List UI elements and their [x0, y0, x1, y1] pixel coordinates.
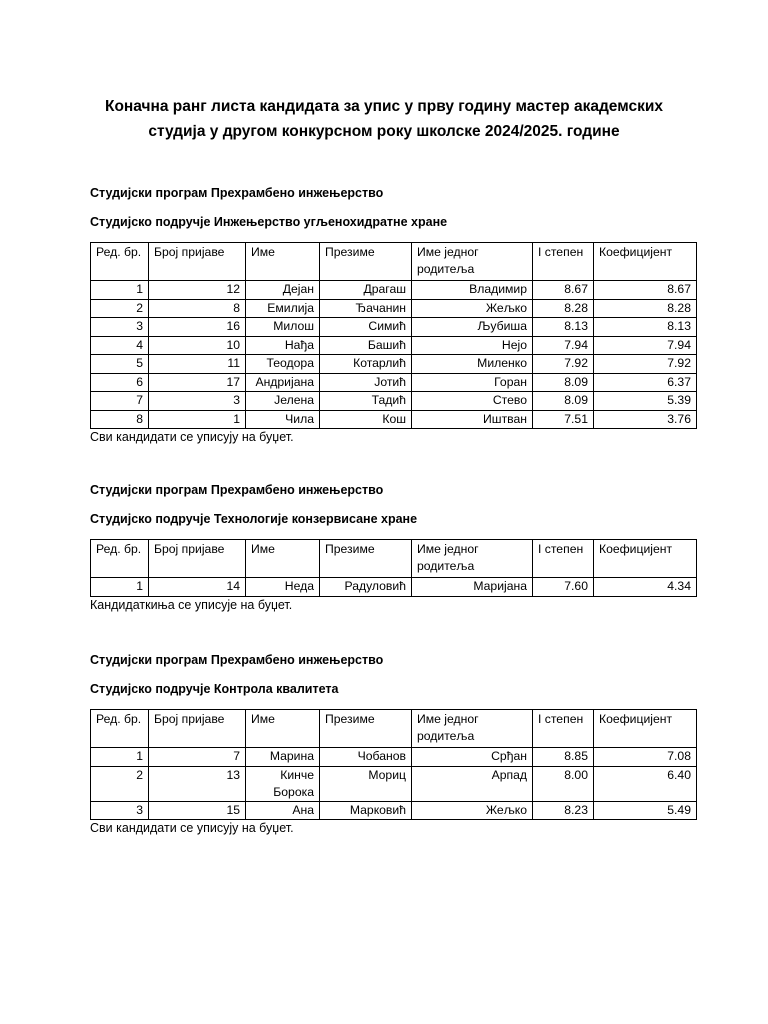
table-cell: 16 [149, 318, 246, 337]
table-cell: 7.60 [533, 578, 594, 597]
table-cell: 7.94 [594, 336, 697, 355]
table-cell: 7.92 [533, 355, 594, 374]
table-cell: 8.67 [594, 281, 697, 300]
table-cell: Горан [412, 373, 533, 392]
table-row [91, 410, 697, 429]
table-row [91, 299, 697, 318]
table-cell: Драгаш [320, 281, 412, 300]
table-cell: Јотић [320, 373, 412, 392]
table-row [91, 578, 697, 597]
ranking-table [90, 709, 697, 820]
area-heading: Студијско подручје Инжењерство угљенохидратне хране [90, 215, 448, 229]
budget-note: Кандидаткиња се уписује на буџет. [90, 597, 293, 612]
table-cell: 8.00 [533, 766, 594, 801]
table-cell: 5 [91, 355, 149, 374]
ranking-section [90, 185, 696, 445]
column-header: I степен [533, 710, 594, 748]
table-cell: Чила [246, 410, 320, 429]
column-header: Ред. бр. [91, 243, 149, 281]
table-cell: 5.49 [594, 801, 697, 820]
table-cell: 1 [91, 578, 149, 597]
table-cell: 7 [149, 748, 246, 767]
column-header: Ред. бр. [91, 710, 149, 748]
table-row [91, 355, 697, 374]
column-header: Број пријаве [149, 243, 246, 281]
table-cell: 6 [91, 373, 149, 392]
table-cell: 3 [149, 392, 246, 411]
table-cell: Милош [246, 318, 320, 337]
table-row [91, 748, 697, 767]
column-header: Презиме [320, 540, 412, 578]
table-cell: 5.39 [594, 392, 697, 411]
column-header: I степен [533, 540, 594, 578]
column-header: Број пријаве [149, 710, 246, 748]
table-cell: Љубиша [412, 318, 533, 337]
table-cell: Радуловић [320, 578, 412, 597]
table-cell: 17 [149, 373, 246, 392]
column-header: I степен [533, 243, 594, 281]
column-header: Коефицијент [594, 540, 697, 578]
table-cell: Марина [246, 748, 320, 767]
table-cell: 8.67 [533, 281, 594, 300]
table-cell: Емилија [246, 299, 320, 318]
table-cell: Теодора [246, 355, 320, 374]
table-cell: 14 [149, 578, 246, 597]
table-cell: Чобанов [320, 748, 412, 767]
table-cell: Иштван [412, 410, 533, 429]
column-header: Презиме [320, 243, 412, 281]
table-cell: 1 [149, 410, 246, 429]
table-cell: 7 [91, 392, 149, 411]
program-heading: Студијски програм Прехрамбено инжењерство [90, 483, 384, 497]
column-header: Име једног родитеља [412, 540, 533, 578]
ranking-section [90, 482, 696, 613]
table-cell: Неда [246, 578, 320, 597]
column-header: Коефицијент [594, 243, 697, 281]
table-cell: 8.09 [533, 392, 594, 411]
table-cell: Владимир [412, 281, 533, 300]
table-cell: 2 [91, 299, 149, 318]
table-cell: 4.34 [594, 578, 697, 597]
table-cell: Симић [320, 318, 412, 337]
table-cell: Башић [320, 336, 412, 355]
table-header-row [91, 710, 697, 748]
table-cell: 3 [91, 318, 149, 337]
table-cell: 11 [149, 355, 246, 374]
column-header: Име [246, 243, 320, 281]
program-heading: Студијски програм Прехрамбено инжењерство [90, 186, 384, 200]
column-header: Име [246, 540, 320, 578]
table-cell: Нађа [246, 336, 320, 355]
area-heading: Студијско подручје Технологије конзервисане хране [90, 512, 418, 526]
column-header: Име једног родитеља [412, 710, 533, 748]
table-cell: 3 [91, 801, 149, 820]
table-row [91, 801, 697, 820]
table-cell: 8.13 [594, 318, 697, 337]
table-cell: Тадић [320, 392, 412, 411]
title-line-2: студија у другом конкурсном року школске 2024/2025. године [148, 123, 620, 140]
table-cell: Кош [320, 410, 412, 429]
table-cell: Кинче Борока [246, 766, 320, 801]
column-header: Презиме [320, 710, 412, 748]
column-header: Ред. бр. [91, 540, 149, 578]
budget-note: Сви кандидати се уписују на буџет. [90, 430, 294, 444]
table-cell: 8 [149, 299, 246, 318]
table-cell: 6.40 [594, 766, 697, 801]
program-heading: Студијски програм Прехрамбено инжењерство [90, 653, 384, 667]
table-header-row [91, 540, 697, 578]
table-cell: 15 [149, 801, 246, 820]
table-row [91, 336, 697, 355]
table-cell: 1 [91, 281, 149, 300]
table-cell: 7.51 [533, 410, 594, 429]
table-cell: 8.28 [594, 299, 697, 318]
table-header-row [91, 243, 697, 281]
table-cell: 3.76 [594, 410, 697, 429]
title-line-1: Коначна ранг листа кандидата за упис у прву годину мастер академских [104, 98, 663, 115]
table-row [91, 766, 697, 801]
table-cell: 1 [91, 748, 149, 767]
table-cell: 12 [149, 281, 246, 300]
table-cell: 7.08 [594, 748, 697, 767]
table-cell: 8.13 [533, 318, 594, 337]
ranking-table [90, 539, 697, 597]
table-row [91, 373, 697, 392]
table-cell: Ђачанин [320, 299, 412, 318]
table-row [91, 318, 697, 337]
ranking-table [90, 242, 697, 429]
document-title [80, 94, 688, 144]
area-heading: Студијско подручје Контрола квалитета [90, 682, 339, 696]
table-cell: 8.28 [533, 299, 594, 318]
column-header: Име [246, 710, 320, 748]
column-header: Број пријаве [149, 540, 246, 578]
table-cell: Котарлић [320, 355, 412, 374]
table-cell: 8.85 [533, 748, 594, 767]
table-cell: 8.23 [533, 801, 594, 820]
table-cell: Марковић [320, 801, 412, 820]
table-cell: Жељко [412, 299, 533, 318]
table-cell: 8 [91, 410, 149, 429]
table-cell: 4 [91, 336, 149, 355]
table-cell: 7.94 [533, 336, 594, 355]
table-row [91, 392, 697, 411]
table-cell: Ана [246, 801, 320, 820]
table-cell: Нејо [412, 336, 533, 355]
column-header: Коефицијент [594, 710, 697, 748]
ranking-section [90, 652, 696, 836]
table-cell: Срђан [412, 748, 533, 767]
table-row [91, 281, 697, 300]
table-cell: Арпад [412, 766, 533, 801]
table-cell: Мориц [320, 766, 412, 801]
table-cell: Маријана [412, 578, 533, 597]
table-cell: Жељко [412, 801, 533, 820]
table-cell: 13 [149, 766, 246, 801]
table-cell: 8.09 [533, 373, 594, 392]
table-cell: Стево [412, 392, 533, 411]
table-cell: 6.37 [594, 373, 697, 392]
table-cell: 7.92 [594, 355, 697, 374]
table-cell: Миленко [412, 355, 533, 374]
table-cell: Јелена [246, 392, 320, 411]
table-cell: 10 [149, 336, 246, 355]
table-cell: Дејан [246, 281, 320, 300]
budget-note: Сви кандидати се уписују на буџет. [90, 821, 294, 835]
column-header: Име једног родитеља [412, 243, 533, 281]
table-cell: 2 [91, 766, 149, 801]
table-cell: Андријана [246, 373, 320, 392]
